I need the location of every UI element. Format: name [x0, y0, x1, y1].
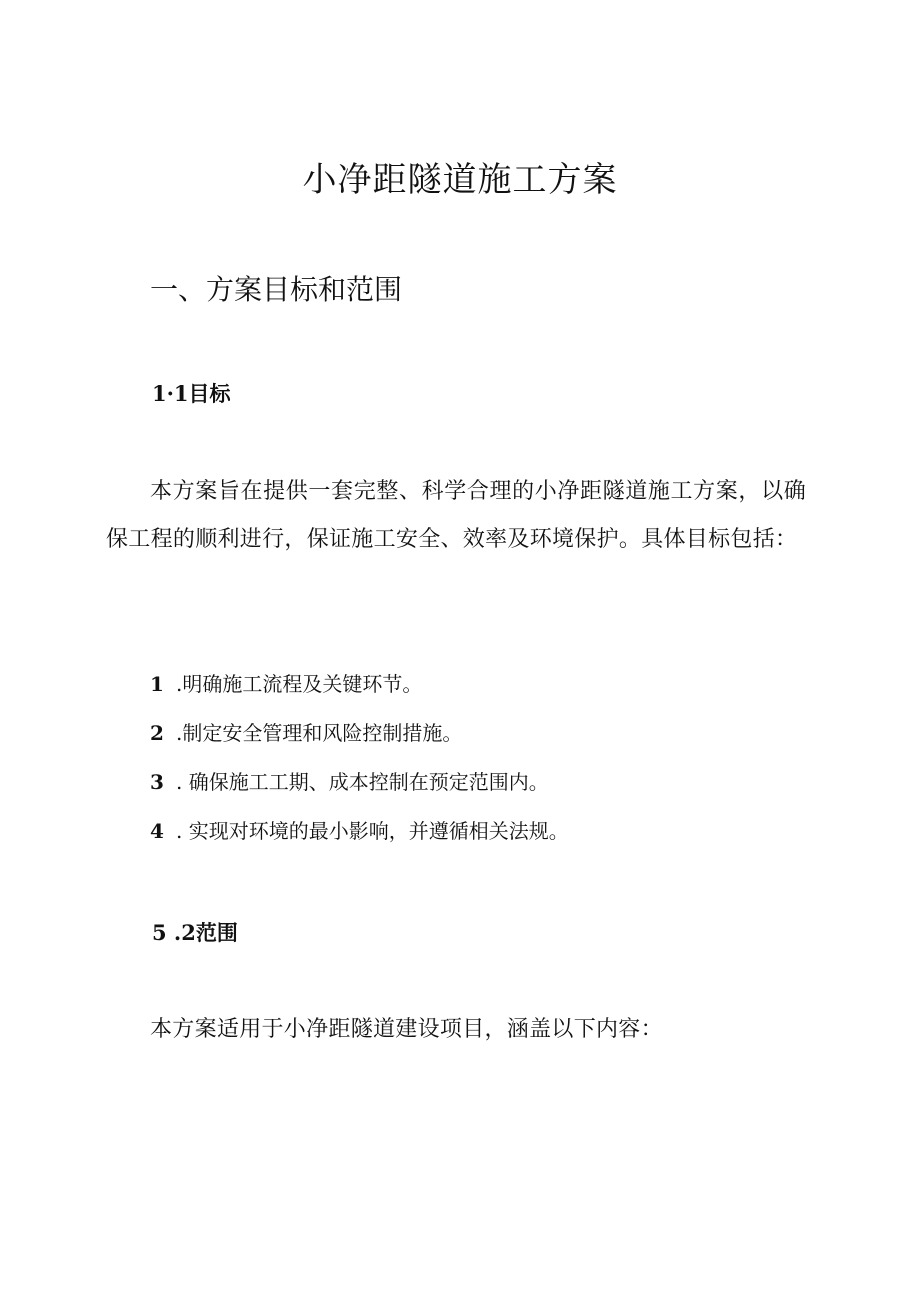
- list-item: [150, 758, 569, 807]
- list-item-text: .制定安全管理和风险控制措施。: [176, 721, 463, 745]
- list-item-text: . 确保施工工期、成本控制在预定范围内。: [176, 770, 549, 794]
- section-heading: 一、方案目标和范围: [150, 273, 403, 306]
- goal-list: [150, 660, 569, 856]
- list-item-number: 4: [150, 819, 164, 843]
- list-item: [150, 807, 569, 856]
- document-title: 小净距隧道施工方案: [302, 160, 618, 200]
- list-item-text: . 实现对环境的最小影响，并遵循相关法规。: [176, 819, 569, 843]
- list-item-text: .明确施工流程及关键环节。: [176, 672, 423, 696]
- list-item-number: 2: [150, 721, 164, 745]
- list-item-number: 3: [150, 770, 164, 794]
- subsection-heading-goal: 1·1目标: [152, 381, 231, 406]
- list-item: [150, 709, 569, 758]
- scope-paragraph: 本方案适用于小净距隧道建设项目，涵盖以下内容：: [150, 1017, 663, 1042]
- list-item-number: 1: [150, 672, 164, 696]
- goal-paragraph: 本方案旨在提供一套完整、科学合理的小净距隧道施工方案，以确保工程的顺利进行，保证施工安全、效率及环境保护。具体目标包括：: [106, 479, 806, 552]
- list-item: [150, 660, 569, 709]
- subsection-heading-scope: 5 .2范围: [152, 920, 238, 945]
